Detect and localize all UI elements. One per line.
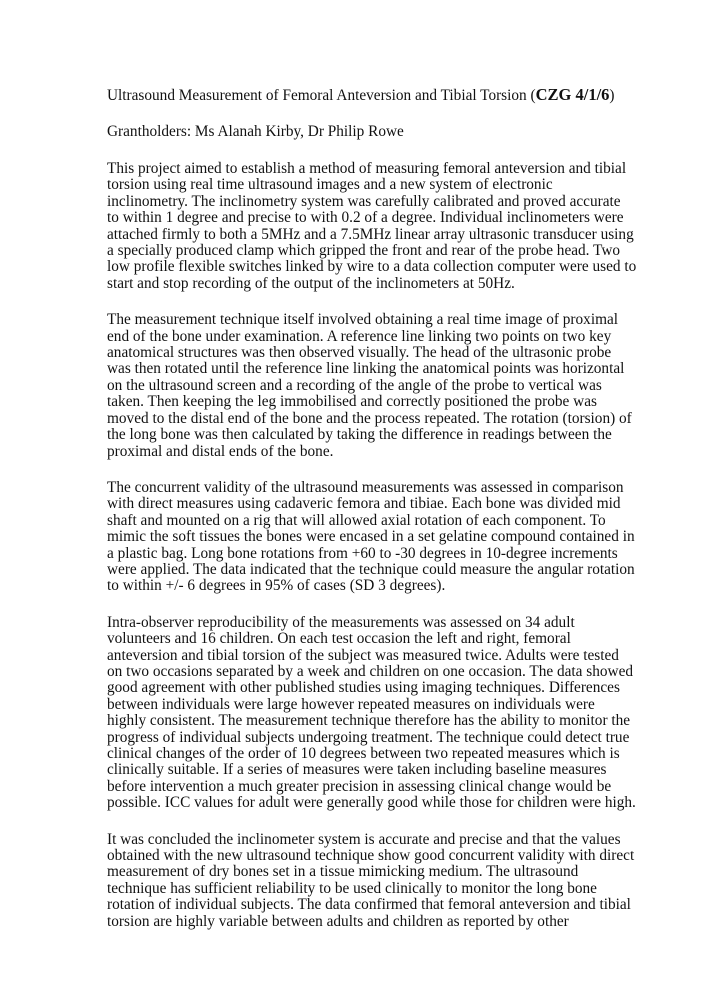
text-line: between individuals were large however repeated measures on individuals were bbox=[107, 695, 595, 713]
text-line: torsion using real time ultrasound images and a new system of electronic bbox=[107, 176, 553, 194]
title-text: Ultrasound Measurement of Femoral Anteversion and Tibial Torsion ( bbox=[107, 87, 536, 104]
document-title bbox=[107, 85, 615, 104]
text-line: with direct measures using cadaveric femora and tibiae. Each bone was divided mid bbox=[107, 495, 621, 513]
text-line: inclinometry. The inclinometry system was carefully calibrated and proved accurate bbox=[107, 192, 621, 210]
paragraph-technique bbox=[107, 311, 632, 460]
text-line: Intra-observer reproducibility of the measurements was assessed on 34 adult bbox=[107, 613, 575, 631]
text-line: a specially produced clamp which gripped the front and rear of the probe head. Two bbox=[107, 242, 621, 260]
text-line: taken. Then keeping the leg immobilised and correctly positioned the probe was bbox=[107, 393, 597, 411]
paragraph-reproducibility bbox=[107, 613, 636, 812]
text-line: end of the bone under examination. A reference line linking two points on two key bbox=[107, 327, 612, 345]
text-line: measurement of dry bones set in a tissue mimicking medium. The ultrasound bbox=[107, 863, 579, 881]
text-line: It was concluded the inclinometer system is accurate and precise and that the values bbox=[107, 830, 621, 848]
text-line: The concurrent validity of the ultrasound measurements was assessed in comparison bbox=[107, 478, 624, 496]
text-line: shaft and mounted on a rig that will allowed axial rotation of each component. To bbox=[107, 511, 606, 529]
text-line: proximal and distal ends of the bone. bbox=[107, 442, 334, 460]
text-line: a plastic bag. Long bone rotations from +60 to -30 degrees in 10-degree increments bbox=[107, 544, 618, 562]
text-line: attached firmly to both a 5MHz and a 7.5MHz linear array ultrasonic transducer using bbox=[107, 225, 634, 243]
text-line: was then rotated until the reference line linking the anatomical points was horizontal bbox=[107, 360, 625, 378]
paragraph-conclusion bbox=[107, 830, 635, 930]
text-line: on the ultrasound screen and a recording of the angle of the probe to vertical was bbox=[107, 376, 602, 394]
text-line: clinically suitable. If a series of measures were taken including baseline measures bbox=[107, 761, 607, 779]
text-line: the long bone was then calculated by taking the difference in readings between the bbox=[107, 426, 612, 444]
text-line: to within 1 degree and precise to with 0.2 of a degree. Individual inclinometers were bbox=[107, 209, 624, 227]
text-line: possible. ICC values for adult were generally good while those for children were high. bbox=[107, 794, 636, 812]
text-line: progress of individual subjects undergoing treatment. The technique could detect true bbox=[107, 728, 630, 746]
title-close-paren: ) bbox=[609, 87, 615, 104]
text-line: obtained with the new ultrasound technique show good concurrent validity with direct bbox=[107, 847, 635, 865]
text-line: were applied. The data indicated that the technique could measure the angular rotation bbox=[107, 560, 635, 578]
text-line: anteversion and tibial torsion of the subject was measured twice. Adults were tested bbox=[107, 646, 619, 664]
text-line: rotation of individual subjects. The data confirmed that femoral anteversion and tibial bbox=[107, 896, 631, 914]
document-page bbox=[107, 85, 637, 930]
paragraph-method bbox=[107, 160, 637, 292]
text-line: before intervention a much greater precision in assessing clinical change would be bbox=[107, 777, 612, 795]
grantholders: Grantholders: Ms Alanah Kirby, Dr Philip Rowe bbox=[107, 123, 404, 140]
text-line: start and stop recording of the output of the inclinometers at 50Hz. bbox=[107, 274, 515, 292]
text-line: to within +/- 6 degrees in 95% of cases (SD 3 degrees). bbox=[107, 577, 446, 595]
grant-code: CZG 4/1/6 bbox=[535, 85, 610, 104]
paragraph-validity bbox=[107, 478, 635, 595]
text-line: mimic the soft tissues the bones were encased in a set gelatine compound contained in bbox=[107, 528, 635, 546]
text-line: low profile flexible switches linked by wire to a data collection computer were used to bbox=[107, 258, 637, 276]
text-line: The measurement technique itself involved obtaining a real time image of proximal bbox=[107, 311, 619, 329]
text-line: highly consistent. The measurement technique therefore has the ability to monitor the bbox=[107, 712, 631, 730]
text-line: technique has sufficient reliability to be used clinically to monitor the long bone bbox=[107, 879, 597, 897]
text-line: moved to the distal end of the bone and the process repeated. The rotation (torsion) of bbox=[107, 409, 632, 427]
text-line: on two occasions separated by a week and children on one occasion. The data showed bbox=[107, 662, 634, 680]
text-line: torsion are highly variable between adults and children as reported by other bbox=[107, 912, 569, 930]
text-line: volunteers and 16 children. On each test occasion the left and right, femoral bbox=[107, 630, 571, 648]
text-line: anatomical structures was then observed visually. The head of the ultrasonic probe bbox=[107, 344, 612, 362]
text-line: This project aimed to establish a method of measuring femoral anteversion and tibial bbox=[107, 160, 627, 177]
text-line: clinical changes of the order of 10 degrees between two repeated measures which is bbox=[107, 745, 620, 762]
text-line: good agreement with other published studies using imaging techniques. Differences bbox=[107, 679, 620, 697]
